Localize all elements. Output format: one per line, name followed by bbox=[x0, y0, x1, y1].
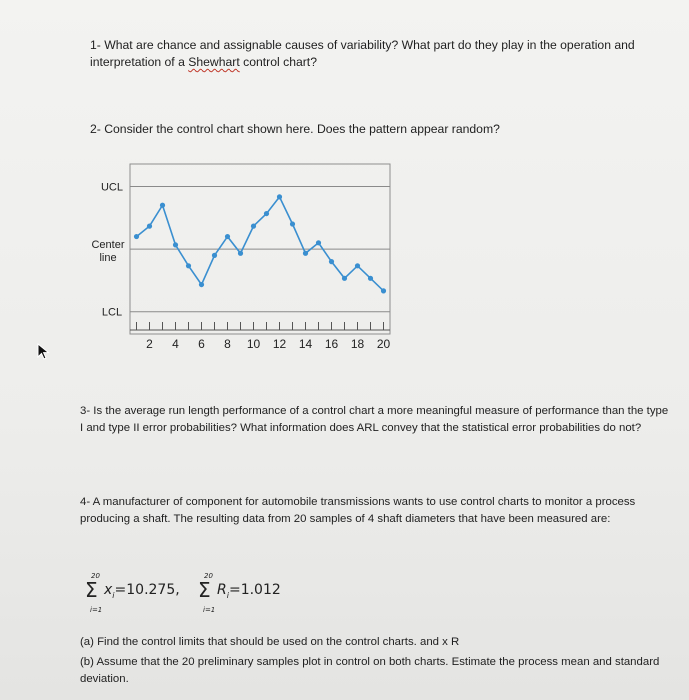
sum-lower-limit-x: i=1 bbox=[90, 606, 103, 614]
sigma-symbol: Σ bbox=[198, 578, 211, 602]
x-tick-label: 18 bbox=[350, 337, 365, 351]
data-point bbox=[316, 240, 321, 245]
data-point bbox=[355, 263, 360, 268]
data-point bbox=[212, 253, 217, 258]
data-point bbox=[238, 251, 243, 256]
question-1-text-end: control chart? bbox=[239, 55, 317, 69]
data-point bbox=[225, 234, 230, 239]
x-symbol: x bbox=[104, 582, 113, 598]
lcl-label: LCL bbox=[101, 306, 123, 319]
x-tick-label: 6 bbox=[198, 337, 205, 351]
data-point bbox=[277, 194, 282, 199]
data-point bbox=[147, 224, 152, 229]
r-sum-value: =1.012 bbox=[228, 582, 281, 598]
r-term bbox=[217, 582, 281, 600]
x-tick-label: 20 bbox=[376, 337, 391, 351]
data-point bbox=[186, 263, 191, 268]
question-4b: (b) Assume that the 20 preliminary samples plot in control on both charts. Estimate the process mean and standard deviation. bbox=[80, 656, 660, 685]
data-point bbox=[160, 203, 165, 208]
data-point bbox=[264, 211, 269, 216]
x-tick-label: 10 bbox=[246, 337, 261, 351]
x-tick-label: 4 bbox=[172, 337, 179, 351]
question-1-text-start: 1- What are chance and assignable causes of variability? What part do they play in the operation and interpretation of a bbox=[90, 38, 635, 69]
data-point bbox=[329, 259, 334, 264]
data-point bbox=[381, 288, 386, 293]
mouse-cursor-icon bbox=[36, 343, 52, 361]
data-point bbox=[342, 276, 347, 281]
x-tick-label: 14 bbox=[298, 337, 313, 351]
r-subscript: i bbox=[226, 590, 229, 600]
ucl-label: UCL bbox=[100, 181, 124, 194]
data-point bbox=[290, 221, 295, 226]
sum-upper-limit-r: 20 bbox=[204, 572, 213, 580]
data-point bbox=[173, 242, 178, 247]
sum-upper-limit-x: 20 bbox=[91, 572, 100, 580]
spellcheck-underlined-word: Shewhart bbox=[188, 55, 240, 69]
sigma-symbol: Σ bbox=[85, 578, 98, 602]
x-tick-label: 8 bbox=[224, 337, 231, 351]
data-point bbox=[134, 234, 139, 239]
data-point bbox=[368, 276, 373, 281]
summation-formula bbox=[83, 572, 323, 616]
data-point bbox=[251, 224, 256, 229]
x-term bbox=[104, 582, 180, 600]
control-chart bbox=[80, 158, 400, 358]
center-line-label: Center bbox=[91, 239, 125, 252]
x-tick-label: 12 bbox=[272, 337, 287, 351]
x-sum-value: =10.275, bbox=[114, 582, 180, 598]
data-point bbox=[199, 282, 204, 287]
question-1 bbox=[90, 37, 670, 71]
x-tick-label: 2 bbox=[146, 337, 153, 351]
center-line-label-2: line bbox=[99, 252, 117, 265]
r-symbol: R bbox=[217, 582, 227, 598]
data-point bbox=[303, 251, 308, 256]
question-2: 2- Consider the control chart shown here. Does the pattern appear random? bbox=[90, 122, 500, 136]
sum-lower-limit-r: i=1 bbox=[203, 606, 216, 614]
x-tick-label: 16 bbox=[324, 337, 339, 351]
question-3: 3- Is the average run length performance of a control chart a more meaningful measure of performance than the type I and type II error probabilities? What information does ARL convey that the statistical error probabilities do not? bbox=[80, 405, 669, 434]
x-subscript: i bbox=[112, 590, 115, 600]
question-4a: (a) Find the control limits that should be used on the control charts. and x R bbox=[80, 636, 460, 648]
question-4: 4- A manufacturer of component for automobile transmissions wants to use control charts to monitor a process producing a shaft. The resulting data from 20 samples of 4 shaft diameters that have been measured are: bbox=[80, 496, 636, 525]
